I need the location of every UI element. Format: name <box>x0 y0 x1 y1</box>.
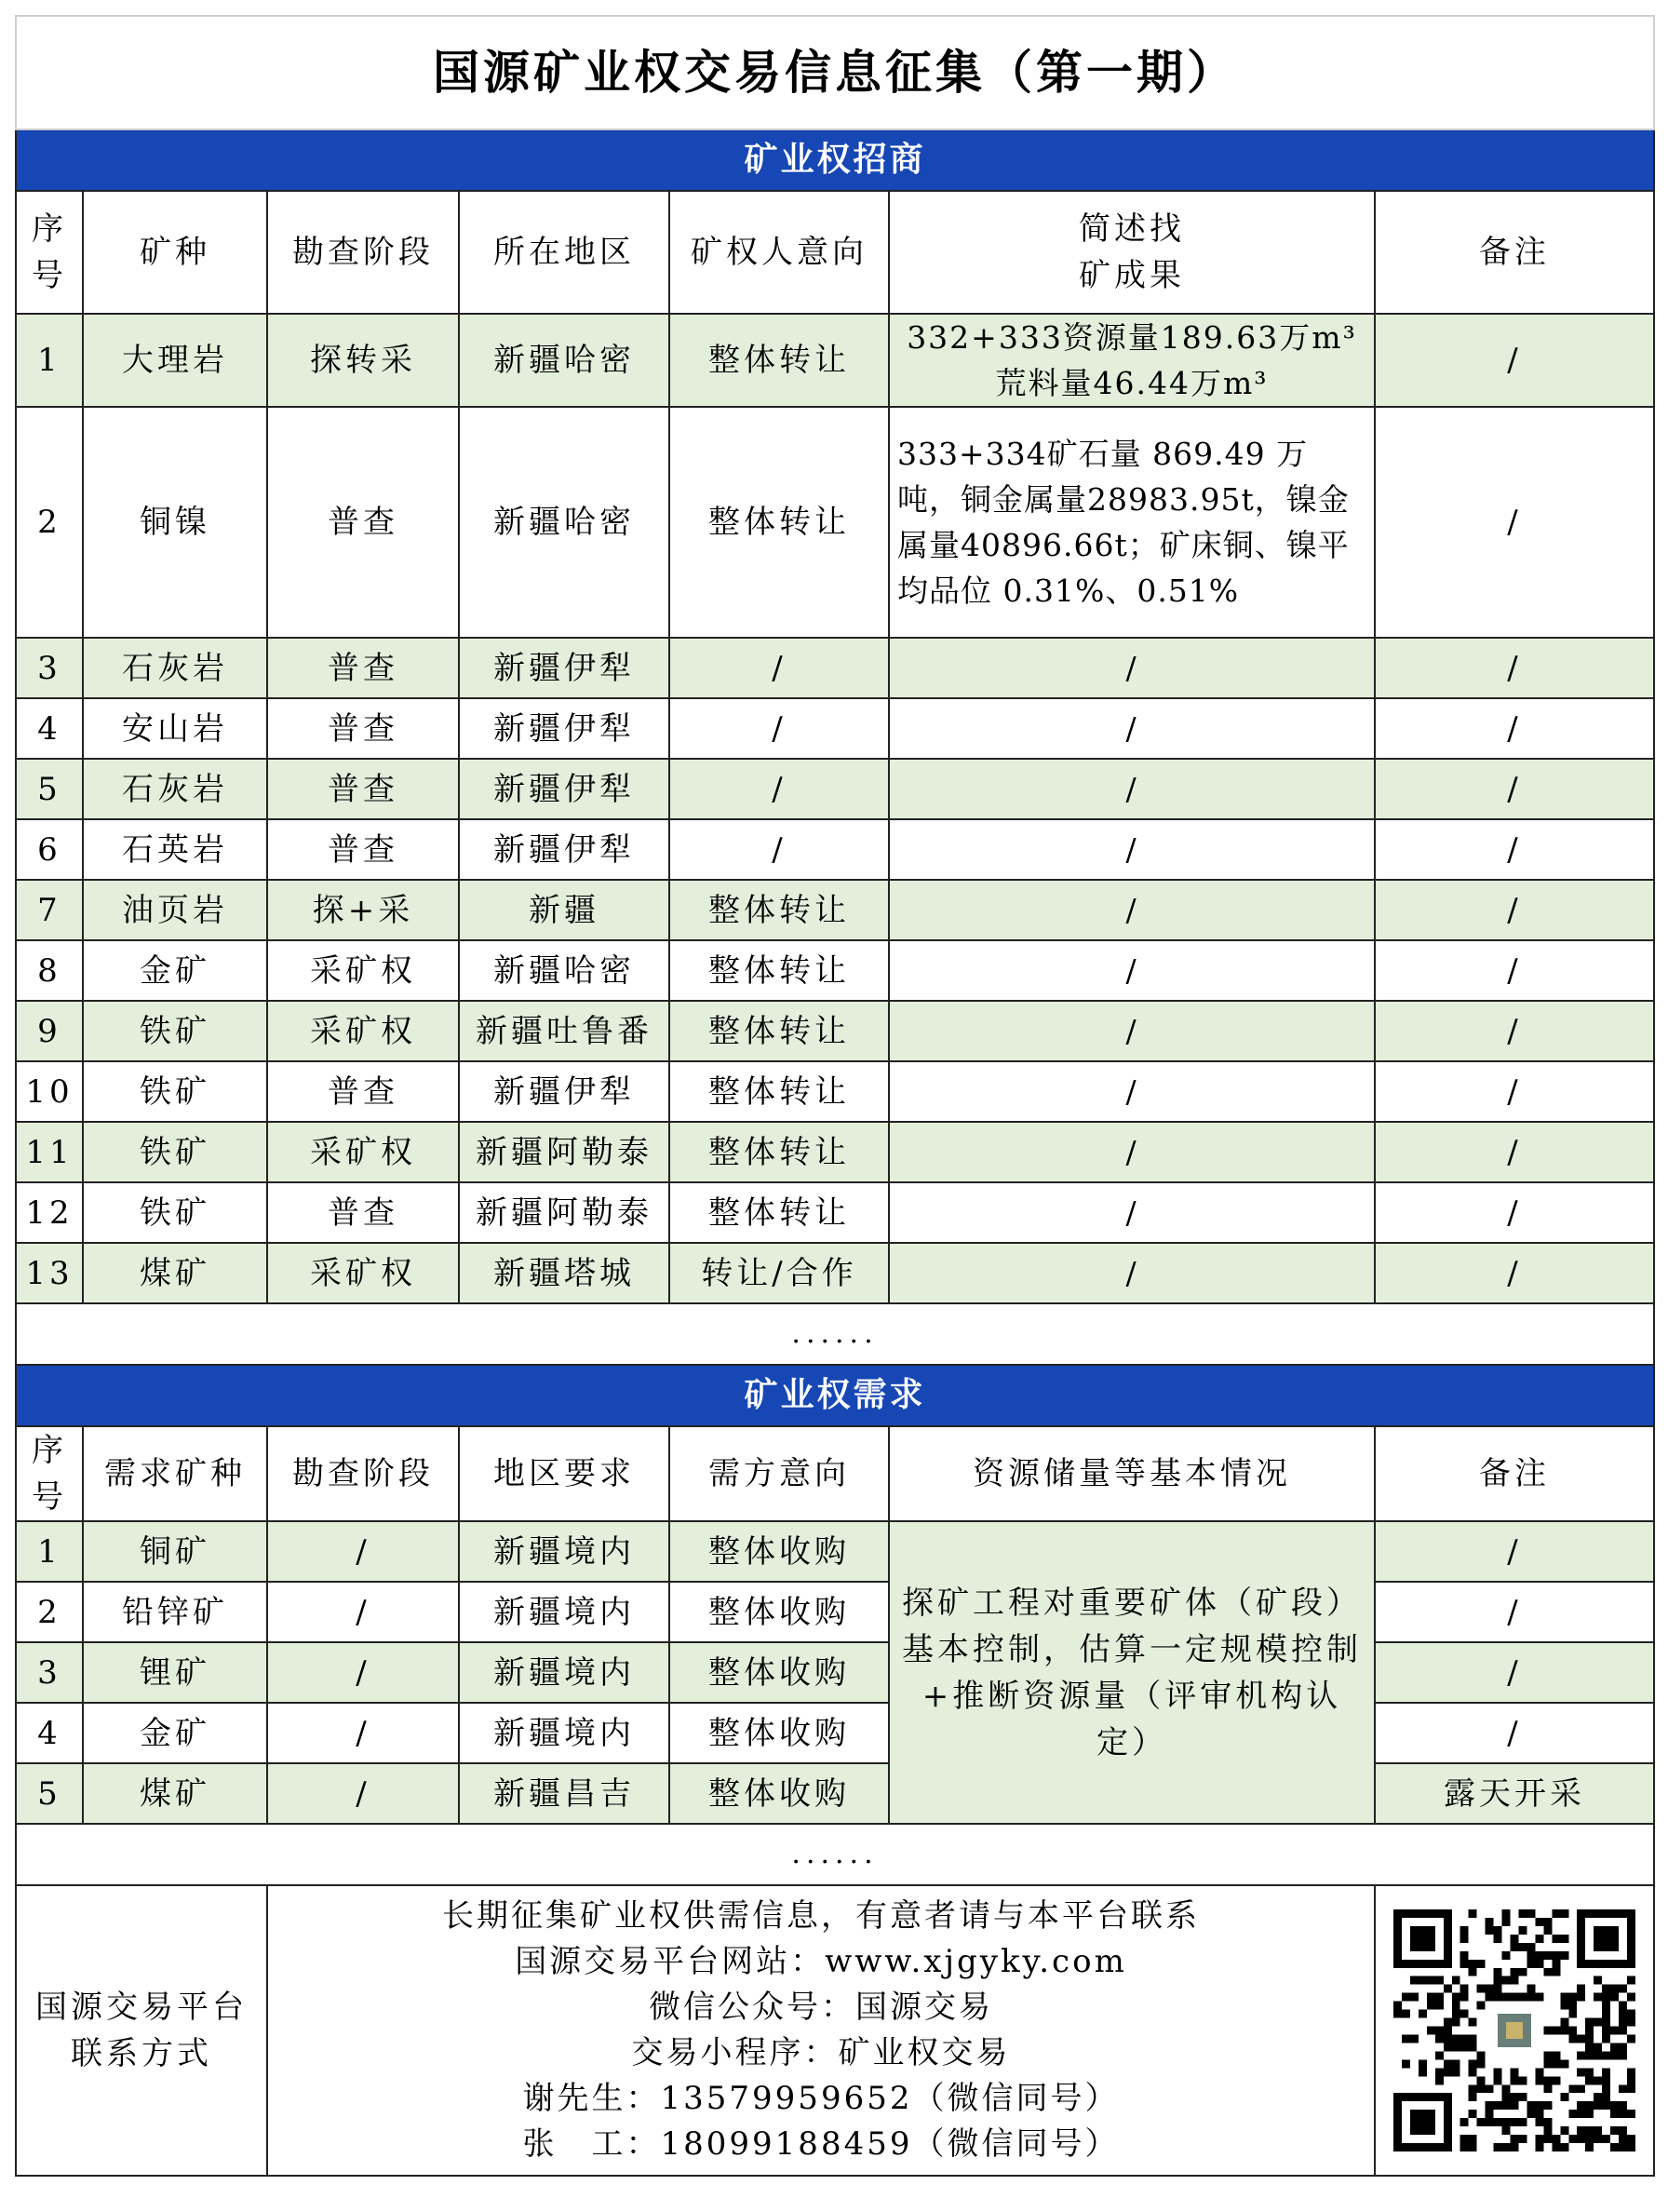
section-title: 矿业权需求 <box>16 1365 1654 1426</box>
row-number: 12 <box>16 1182 83 1243</box>
exploration-achievement: / <box>889 759 1375 819</box>
header-remark: 备注 <box>1375 1426 1654 1521</box>
mineral-type: 铁矿 <box>83 1122 267 1182</box>
row-number: 3 <box>16 638 83 698</box>
region-requirement: 新疆境内 <box>459 1582 669 1642</box>
exploration-stage: 普查 <box>267 1182 459 1243</box>
table-row <box>16 1243 1654 1303</box>
remark: / <box>1375 1642 1654 1703</box>
mineral-type: 铜矿 <box>83 1521 267 1582</box>
row-number: 1 <box>16 1521 83 1582</box>
exploration-stage: 采矿权 <box>267 1122 459 1182</box>
contact-line: 张 工：18099188459（微信同号） <box>522 2125 1120 2163</box>
header-stage: 勘查阶段 <box>267 1426 459 1521</box>
remark: / <box>1375 1582 1654 1642</box>
row-number: 5 <box>16 759 83 819</box>
exploration-achievement: 332+333资源量189.63万m³ 荒料量46.44万m³ <box>889 314 1375 407</box>
region: 新疆伊犁 <box>459 698 669 759</box>
header-mineral: 矿种 <box>83 191 267 314</box>
header-intent: 需方意向 <box>669 1426 889 1521</box>
table-row <box>16 819 1654 880</box>
holder-intent: / <box>669 638 889 698</box>
region: 新疆哈密 <box>459 940 669 1001</box>
exploration-stage: 采矿权 <box>267 1243 459 1303</box>
contact-row <box>16 1885 1654 2176</box>
region-requirement: 新疆境内 <box>459 1521 669 1582</box>
table-row <box>16 1703 1654 1763</box>
buyer-intent: 整体收购 <box>669 1521 889 1582</box>
contact-line: 谢先生：13579959652（微信同号） <box>522 2080 1120 2117</box>
contact-label: 国源交易平台 联系方式 <box>16 1885 267 2176</box>
remark: / <box>1375 1182 1654 1243</box>
table-row <box>16 1582 1654 1642</box>
page-title: 国源矿业权交易信息征集（第一期） <box>16 16 1654 129</box>
holder-intent: 整体转让 <box>669 314 889 407</box>
info-table <box>15 15 1655 2177</box>
exploration-stage: 采矿权 <box>267 1001 459 1061</box>
table-row <box>16 880 1654 940</box>
exploration-stage: / <box>267 1763 459 1824</box>
supply-section-header <box>16 129 1654 191</box>
table-row <box>16 698 1654 759</box>
header-no: 序 号 <box>16 1426 83 1521</box>
table-row <box>16 638 1654 698</box>
ellipsis: ...... <box>16 1303 1654 1365</box>
region-requirement: 新疆境内 <box>459 1642 669 1703</box>
exploration-stage: 探+采 <box>267 880 459 940</box>
supply-header-row <box>16 191 1654 314</box>
row-number: 4 <box>16 698 83 759</box>
mineral-type: 石灰岩 <box>83 759 267 819</box>
row-number: 5 <box>16 1763 83 1824</box>
header-basic-info: 资源储量等基本情况 <box>889 1426 1375 1521</box>
exploration-achievement: / <box>889 1061 1375 1122</box>
region: 新疆吐鲁番 <box>459 1001 669 1061</box>
demand-ellipsis-row <box>16 1824 1654 1885</box>
region: 新疆伊犁 <box>459 819 669 880</box>
exploration-stage: 普查 <box>267 819 459 880</box>
qr-cell <box>1375 1885 1654 2176</box>
mineral-type: 铁矿 <box>83 1182 267 1243</box>
remark: / <box>1375 1521 1654 1582</box>
row-number: 3 <box>16 1642 83 1703</box>
exploration-stage: 采矿权 <box>267 940 459 1001</box>
table-row <box>16 1001 1654 1061</box>
remark: / <box>1375 407 1654 638</box>
header-intent: 矿权人意向 <box>669 191 889 314</box>
holder-intent: 整体转让 <box>669 880 889 940</box>
contact-line: 微信公众号：国源交易 <box>649 1989 993 2026</box>
holder-intent: / <box>669 759 889 819</box>
header-region: 所在地区 <box>459 191 669 314</box>
buyer-intent: 整体收购 <box>669 1703 889 1763</box>
table-row <box>16 1763 1654 1824</box>
table-row <box>16 1521 1654 1582</box>
remark: / <box>1375 1243 1654 1303</box>
demand-section-header <box>16 1365 1654 1426</box>
remark: / <box>1375 1703 1654 1763</box>
holder-intent: 整体转让 <box>669 407 889 638</box>
header-no: 序 号 <box>16 191 83 314</box>
mineral-type: 锂矿 <box>83 1642 267 1703</box>
region: 新疆阿勒泰 <box>459 1182 669 1243</box>
row-number: 4 <box>16 1703 83 1763</box>
remark: / <box>1375 940 1654 1001</box>
mineral-type: 煤矿 <box>83 1763 267 1824</box>
table-row <box>16 1122 1654 1182</box>
buyer-intent: 整体收购 <box>669 1763 889 1824</box>
mineral-type: 石灰岩 <box>83 638 267 698</box>
holder-intent: 整体转让 <box>669 940 889 1001</box>
row-number: 13 <box>16 1243 83 1303</box>
holder-intent: 整体转让 <box>669 1001 889 1061</box>
row-number: 2 <box>16 407 83 638</box>
table-row <box>16 1642 1654 1703</box>
region: 新疆哈密 <box>459 314 669 407</box>
supply-ellipsis-row <box>16 1303 1654 1365</box>
mineral-type: 安山岩 <box>83 698 267 759</box>
exploration-achievement: / <box>889 698 1375 759</box>
row-number: 9 <box>16 1001 83 1061</box>
contact-line[interactable]: 国源交易平台网站：www.xjgyky.com <box>515 1943 1127 1980</box>
qr-code-icon <box>1393 1909 1635 2151</box>
remark: / <box>1375 638 1654 698</box>
region: 新疆 <box>459 880 669 940</box>
exploration-achievement: / <box>889 1243 1375 1303</box>
basic-info: 探矿工程对重要矿体（矿段）基本控制，估算一定规模控制+推断资源量（评审机构认定） <box>889 1521 1375 1824</box>
exploration-stage: / <box>267 1642 459 1703</box>
contact-info <box>267 1885 1375 2176</box>
table-row <box>16 407 1654 638</box>
exploration-stage: 普查 <box>267 638 459 698</box>
mineral-type: 铁矿 <box>83 1061 267 1122</box>
exploration-stage: 普查 <box>267 759 459 819</box>
holder-intent: 转让/合作 <box>669 1243 889 1303</box>
exploration-stage: 探转采 <box>267 314 459 407</box>
buyer-intent: 整体收购 <box>669 1642 889 1703</box>
info-sheet <box>15 15 1653 2177</box>
header-mineral: 需求矿种 <box>83 1426 267 1521</box>
holder-intent: 整体转让 <box>669 1122 889 1182</box>
row-number: 11 <box>16 1122 83 1182</box>
mineral-type: 铜镍 <box>83 407 267 638</box>
remark: / <box>1375 819 1654 880</box>
holder-intent: / <box>669 819 889 880</box>
mineral-type: 铅锌矿 <box>83 1582 267 1642</box>
row-number: 1 <box>16 314 83 407</box>
table-row <box>16 759 1654 819</box>
region: 新疆哈密 <box>459 407 669 638</box>
exploration-achievement: / <box>889 1122 1375 1182</box>
region: 新疆塔城 <box>459 1243 669 1303</box>
exploration-stage: / <box>267 1582 459 1642</box>
exploration-stage: / <box>267 1521 459 1582</box>
table-row <box>16 940 1654 1001</box>
row-number: 8 <box>16 940 83 1001</box>
region: 新疆阿勒泰 <box>459 1122 669 1182</box>
holder-intent: 整体转让 <box>669 1061 889 1122</box>
row-number: 7 <box>16 880 83 940</box>
mineral-type: 铁矿 <box>83 1001 267 1061</box>
remark: 露天开采 <box>1375 1763 1654 1824</box>
header-remark: 备注 <box>1375 191 1654 314</box>
exploration-achievement: / <box>889 880 1375 940</box>
exploration-achievement: / <box>889 1001 1375 1061</box>
mineral-type: 金矿 <box>83 1703 267 1763</box>
remark: / <box>1375 314 1654 407</box>
mineral-type: 大理岩 <box>83 314 267 407</box>
row-number: 2 <box>16 1582 83 1642</box>
remark: / <box>1375 1001 1654 1061</box>
table-row <box>16 1182 1654 1243</box>
region: 新疆伊犁 <box>459 638 669 698</box>
exploration-stage: 普查 <box>267 407 459 638</box>
region: 新疆伊犁 <box>459 1061 669 1122</box>
exploration-stage: / <box>267 1703 459 1763</box>
header-achievement: 简述找 矿成果 <box>889 191 1375 314</box>
remark: / <box>1375 759 1654 819</box>
remark: / <box>1375 1122 1654 1182</box>
remark: / <box>1375 698 1654 759</box>
region: 新疆伊犁 <box>459 759 669 819</box>
mineral-type: 金矿 <box>83 940 267 1001</box>
holder-intent: 整体转让 <box>669 1182 889 1243</box>
row-number: 6 <box>16 819 83 880</box>
exploration-stage: 普查 <box>267 1061 459 1122</box>
holder-intent: / <box>669 698 889 759</box>
mineral-type: 煤矿 <box>83 1243 267 1303</box>
contact-line: 交易小程序：矿业权交易 <box>631 2034 1011 2071</box>
exploration-achievement: / <box>889 819 1375 880</box>
header-stage: 勘查阶段 <box>267 191 459 314</box>
demand-header-row <box>16 1426 1654 1521</box>
buyer-intent: 整体收购 <box>669 1582 889 1642</box>
table-row <box>16 1061 1654 1122</box>
contact-line: 长期征集矿业权供需信息，有意者请与本平台联系 <box>442 1897 1200 1935</box>
remark: / <box>1375 880 1654 940</box>
mineral-type: 石英岩 <box>83 819 267 880</box>
exploration-achievement: / <box>889 940 1375 1001</box>
exploration-stage: 普查 <box>267 698 459 759</box>
exploration-achievement: 333+334矿石量 869.49 万吨，铜金属量28983.95t，镍金属量40896.66t；矿床铜、镍平均品位 0.31%、0.51% <box>889 407 1375 638</box>
table-row <box>16 314 1654 407</box>
remark: / <box>1375 1061 1654 1122</box>
exploration-achievement: / <box>889 1182 1375 1243</box>
header-region: 地区要求 <box>459 1426 669 1521</box>
region-requirement: 新疆昌吉 <box>459 1763 669 1824</box>
region-requirement: 新疆境内 <box>459 1703 669 1763</box>
exploration-achievement: / <box>889 638 1375 698</box>
row-number: 10 <box>16 1061 83 1122</box>
ellipsis: ...... <box>16 1824 1654 1885</box>
mineral-type: 油页岩 <box>83 880 267 940</box>
section-title: 矿业权招商 <box>16 129 1654 191</box>
